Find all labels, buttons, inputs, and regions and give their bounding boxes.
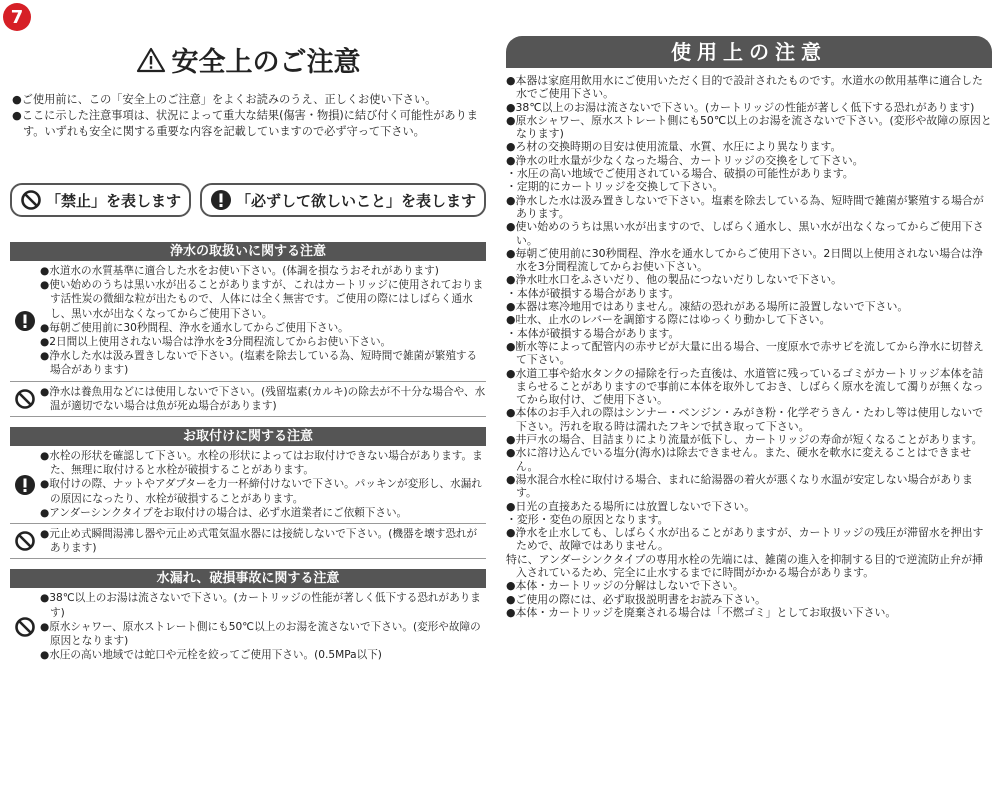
usage-item: ●本器は家庭用飲用水にご使用いただく目的で設計されたものです。水道水の飲用基準に適合した水でご使用下さい。 [506,74,983,101]
symbol-legend [10,183,486,217]
safety-sections [10,232,486,665]
section-header-water-handling: 浄水の取扱いに関する注意 [10,242,486,261]
usage-notes [506,74,992,619]
notice-item: ●水栓の形状を確認して下さい。水栓の形状によってはお取付けできない場合があります。また、無理に取付けると水栓が破損することがあります。 [40,450,483,477]
notice-group [10,524,486,559]
section-header-installation: お取付けに関する注意 [10,427,486,446]
safety-title [10,40,486,79]
warning-triangle-icon [136,47,166,73]
usage-item: ●湯水混合水栓に取付ける場合、まれに給湯器の着火が悪くなり水温が安定しない場合があります。 [506,472,973,500]
usage-item: ●ご使用の際には、必ず取扱説明書をお読み下さい。 [506,592,766,606]
usage-item: ●日光の直接あたる場所には放置しないで下さい。 [506,499,756,513]
exclamation-icon [14,474,36,496]
usage-item: ●38℃以上のお湯は流さないで下さい。(カートリッジの性能が著しく低下する恐れがあります) [506,100,975,114]
usage-item: ●水道工事や給水タンクの掃除を行った直後は、水道管に残っているゴミがカートリッジ本体を詰まらせることがありますので事前に本体を取外しておき、しばらく原水を流して濁りが無くなってから取付け、ご使用下さい。 [506,366,984,407]
usage-item: ・本体が破損する場合があります。 [506,286,680,300]
usage-title: 使用上の注意 [506,36,992,68]
prohibition-icon [14,616,36,638]
notice-group [10,382,486,417]
section-header-leak-damage: 水漏れ、破損事故に関する注意 [10,569,486,588]
notice-item: ●原水シャワー、原水ストレート側にも50℃以上のお湯を流さないで下さい。(変形や故障の原因となります) [40,620,481,648]
usage-item: ・変形・変色の原因となります。 [506,512,669,526]
notice-item: ●元止め式瞬間湯沸し器や元止め式電気温水器には接続しないで下さい。(機器を壊す恐れがあります) [40,528,478,555]
usage-item: ●吐水、止水のレバーを調節する際にはゆっくり動かして下さい。 [506,313,831,327]
notice-item: ●38℃以上のお湯は流さないで下さい。(カートリッジの性能が著しく低下する恐れがあります) [40,592,481,619]
intro-line: ●ご使用前に、この「安全上のご注意」をよくお読みのうえ、正しくお使い下さい。 [12,93,437,106]
notice-item: ●アンダーシンクタイプをお取付けの場合は、必ず水道業者にご依頼下さい。 [40,506,408,519]
usage-item: ●使い始めのうちは黒い水が出ますので、しばらく通水し、黒い水が出なくなってからご使用下さい。 [506,220,984,247]
usage-item: ●本体・カートリッジの分解はしないで下さい。 [506,579,744,593]
exclamation-icon [210,189,232,211]
legend-prohibit [10,183,191,217]
usage-item: ●浄水した水は汲み置きしないで下さい。塩素を除去している為、短時間で雑菌が繁殖する場合があります。 [506,193,984,220]
usage-item: 特に、アンダーシンクタイプの専用水栓の先端には、雑菌の進入を抑制する目的で逆流防止弁が挿入されているため、完全に止水するまでに時間がかかる場合があります。 [506,552,983,579]
notice-group [10,588,486,665]
notice-item: ●使い始めのうちは黒い水が出ることがありますが、これはカートリッジに使用されております活性炭の微細な粒が出たもので、人体には全く無害です。ご使用の際にはしばらく通水し、黒い水が出なくなってからご使用下さい。 [40,279,484,320]
legend-prohibit-text: 「禁止」を表します [46,191,182,210]
usage-item: ●原水シャワー、原水ストレート側にも50℃以上のお湯を流さないで下さい。(変形や故障の原因となります) [506,113,992,141]
page-number-badge: 7 [3,3,31,31]
notice-item: ●浄水した水は汲み置きしないで下さい。(塩素を除去している為、短時間で雑菌が繁殖する場合があります) [40,350,478,377]
notice-item: ●取付けの際、ナットやアダプターを力一杯締付けないで下さい。パッキンが変形し、水漏れの原因になったり、水栓が破損することがあります。 [40,478,482,505]
usage-item: ●ろ材の交換時期の目安は使用流量、水質、水圧により異なります。 [506,140,842,154]
prohibition-icon [20,189,42,211]
notice-item: ●2日間以上使用されない場合は浄水を3分間程流してからお使い下さい。 [40,336,392,349]
usage-item: ●本器は寒冷地用ではありません。凍結の恐れがある場所に設置しないで下さい。 [506,300,909,314]
usage-item: ●断水等によって配管内の赤サビが大量に出る場合、一度原水で赤サビを流してから浄水に切替えて下さい。 [506,339,984,367]
notice-group [10,446,486,524]
notice-item: ●水圧の高い地域では蛇口や元栓を絞ってご使用下さい。(0.5MPa以下) [40,649,382,662]
usage-item: ・水圧の高い地域でご使用されている場合、破損の可能性があります。 [506,167,854,181]
prohibition-icon [14,530,36,552]
prohibition-icon [14,388,36,410]
usage-item: ●井戸水の場合、目詰まりにより流量が低下し、カートリッジの寿命が短くなることがあります。 [506,433,983,447]
notice-item: ●毎朝ご使用前に30秒間程、浄水を通水してからご使用下さい。 [40,321,349,334]
notice-item: ●浄水は養魚用などには使用しないで下さい。(残留塩素(カルキ)の除去が不十分な場合や、水温が適切でない場合は魚が死ぬ場合があります) [40,385,486,412]
notice-item: ●水道水の水質基準に適合した水をお使い下さい。(体調を損なうおそれがあります) [40,265,439,277]
usage-item: ・本体が破損する場合があります。 [506,326,680,340]
legend-must-text: 「必ずして欲しいこと」を表します [235,191,476,210]
usage-item: ●浄水の吐水量が少なくなった場合、カートリッジの交換をして下さい。 [506,153,864,167]
usage-item: ●浄水を止水しても、しばらく水が出ることがありますが、カートリッジの残圧が滞留水を押出すためで、故障ではありません。 [506,526,984,553]
legend-must [200,183,486,217]
intro-line: ●ここに示した注意事項は、状況によって重大な結果(傷害・物損)に結び付く可能性があります。いずれも安全に関する重要な内容を記載していますので必ず守って下さい。 [12,109,478,138]
usage-item: ●水に溶け込んでいる塩分(海水)は除去できません。また、硬水を軟水に変えることはできません。 [506,446,972,473]
usage-item: ●浄水吐水口をふさいだり、他の製品につないだりしないで下さい。 [506,273,843,287]
usage-item: ●毎朝ご使用前に30秒間程、浄水を通水してからご使用下さい。2日間以上使用されない場合は浄水を3分間程流してからお使い下さい。 [506,246,983,274]
safety-intro [12,92,486,140]
safety-title-text: 安全上のご注意 [171,47,361,78]
notice-group [10,261,486,382]
usage-item: ●本体・カートリッジを廃棄される場合は「不燃ゴミ」としてお取扱い下さい。 [506,605,897,619]
usage-item: ・定期的にカートリッジを交換して下さい。 [506,180,724,194]
usage-item: ●本体のお手入れの際はシンナー・ベンジン・みがき粉・化学ぞうきん・たわし等は使用しないで下さい。汚れを取る時は濡れたフキンで拭き取って下さい。 [506,406,983,433]
exclamation-icon [14,310,36,332]
